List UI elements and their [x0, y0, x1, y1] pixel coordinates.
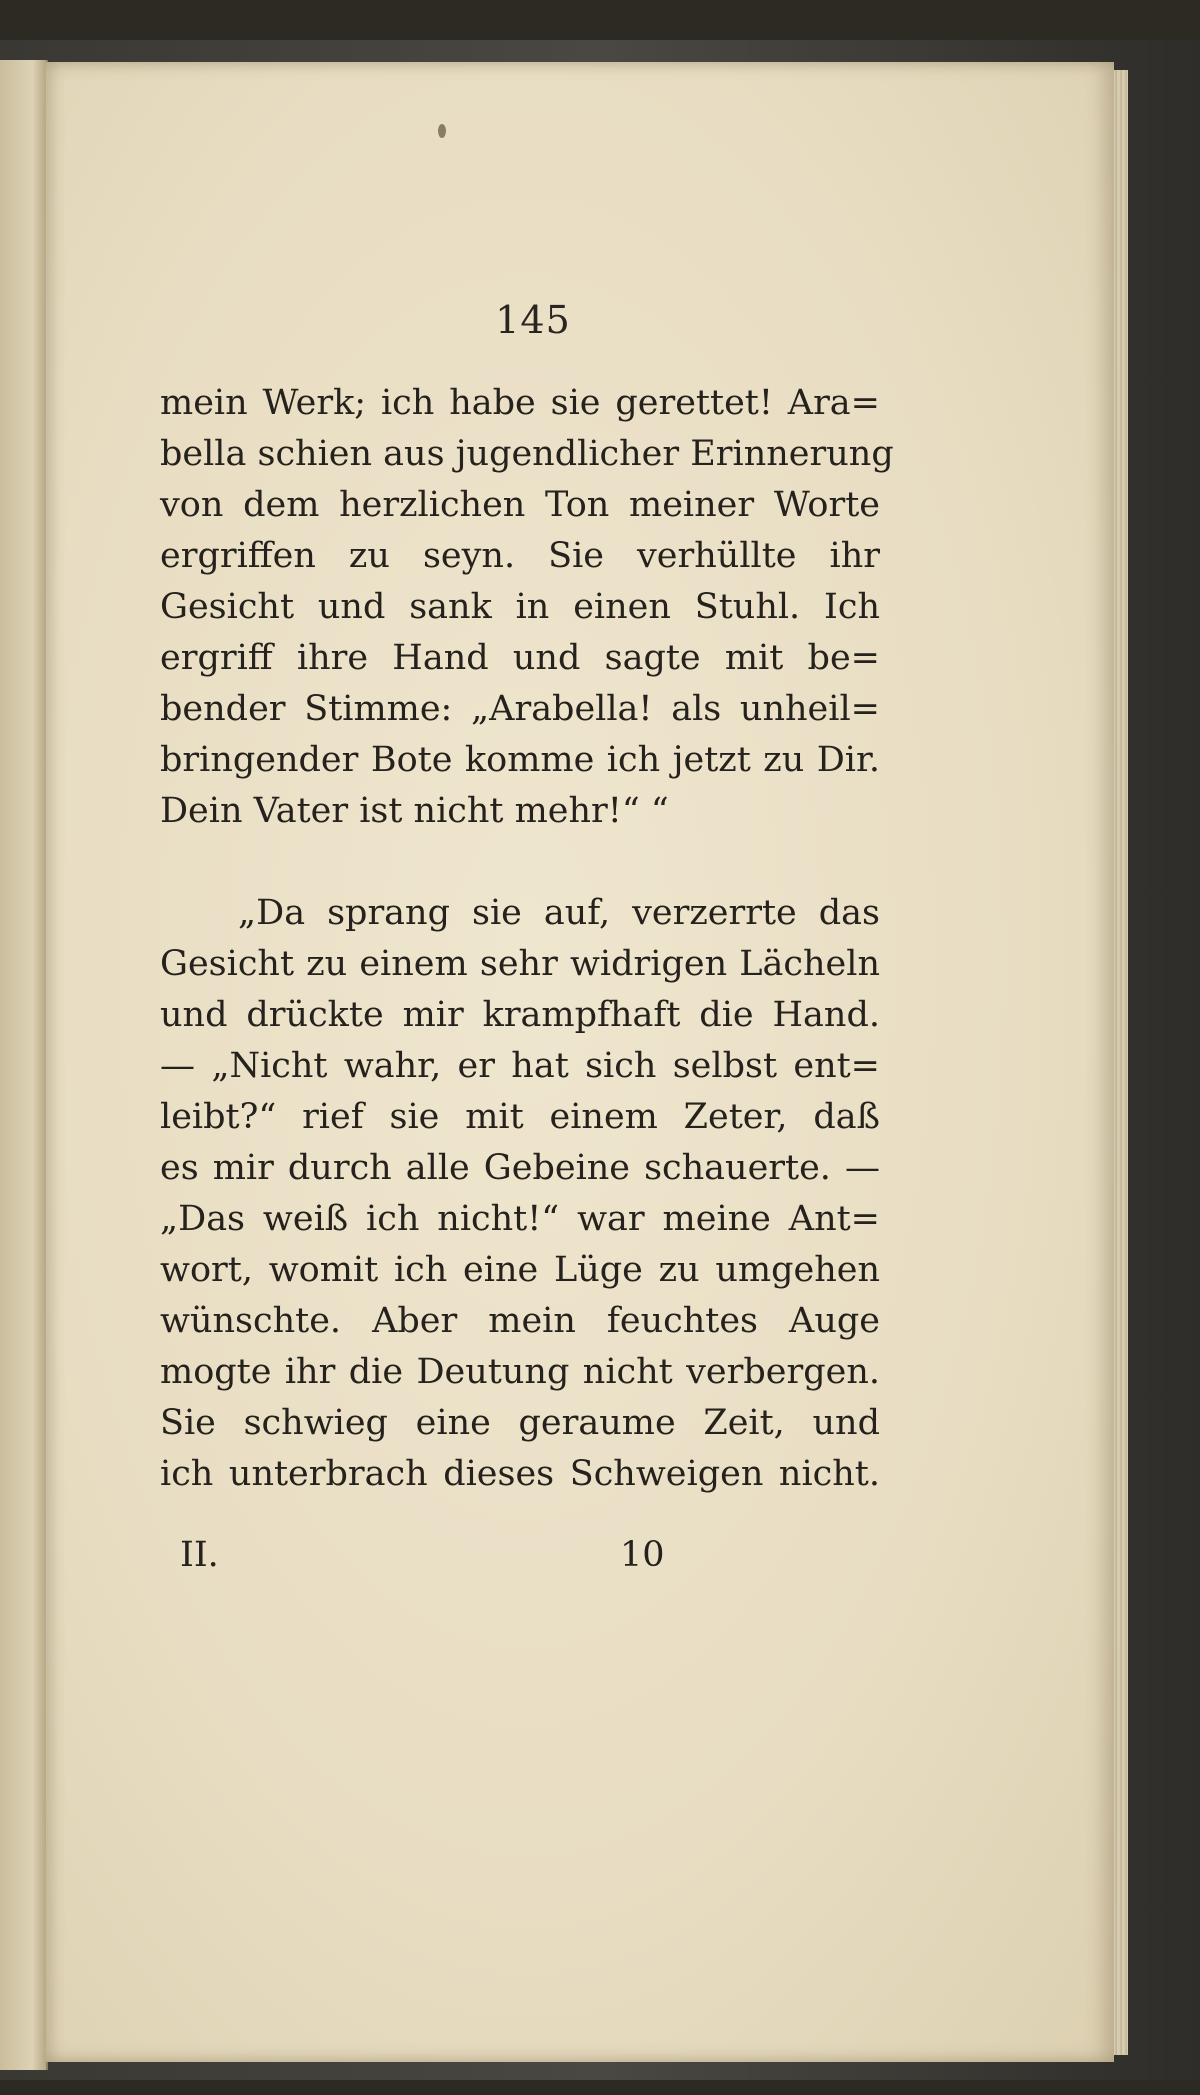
- signature-mark: II.: [180, 1535, 219, 1575]
- text-line: und drückte mir krampfhaft die Hand.: [160, 995, 880, 1035]
- text-line: — „Nicht wahr, er hat sich selbst ent=: [160, 1046, 880, 1086]
- text-line: wünschte. Aber mein feuchtes Auge: [160, 1301, 880, 1341]
- text-line: Sie schwieg eine geraume Zeit, und: [160, 1403, 880, 1443]
- body-text: [160, 378, 894, 1500]
- text-line: mogte ihr die Deutung nicht verbergen.: [160, 1352, 880, 1392]
- text-line: Dein Vater ist nicht mehr!“ “: [160, 791, 669, 831]
- previous-page-edge: [0, 60, 48, 2070]
- text-line: wort, womit ich eine Lüge zu umgehen: [160, 1250, 880, 1290]
- text-line: Gesicht und sank in einen Stuhl. Ich: [160, 587, 880, 627]
- text-line: ich unterbrach dieses Schweigen nicht.: [160, 1454, 880, 1494]
- text-line: „Das weiß ich nicht!“ war meine Ant=: [160, 1199, 880, 1239]
- text-line: von dem herzlichen Ton meiner Worte: [160, 485, 880, 525]
- paragraph-gap: [160, 837, 880, 888]
- text-line: leibt?“ rief sie mit einem Zeter, daß: [160, 1097, 880, 1137]
- text-line: ergriff ihre Hand und sagte mit be=: [160, 638, 880, 678]
- text-line: es mir durch alle Gebeine schauerte. —: [160, 1148, 880, 1188]
- text-line: bella schien aus jugendlicher Erinnerung: [160, 434, 894, 474]
- page-number: 145: [495, 298, 571, 342]
- gathering-number: 10: [620, 1535, 665, 1575]
- text-line: mein Werk; ich habe sie gerettet! Ara=: [160, 383, 880, 423]
- page-footer: [160, 1535, 880, 1585]
- text-line: bringender Bote komme ich jetzt zu Dir.: [160, 740, 880, 780]
- text-line: Gesicht zu einem sehr widrigen Lächeln: [160, 944, 880, 984]
- text-line: bender Stimme: „Arabella! als unheil=: [160, 689, 880, 729]
- text-line: ergriffen zu seyn. Sie verhüllte ihr: [160, 536, 880, 576]
- ink-spot: [438, 124, 446, 138]
- text-line: „Da sprang sie auf, verzerrte das: [238, 893, 880, 933]
